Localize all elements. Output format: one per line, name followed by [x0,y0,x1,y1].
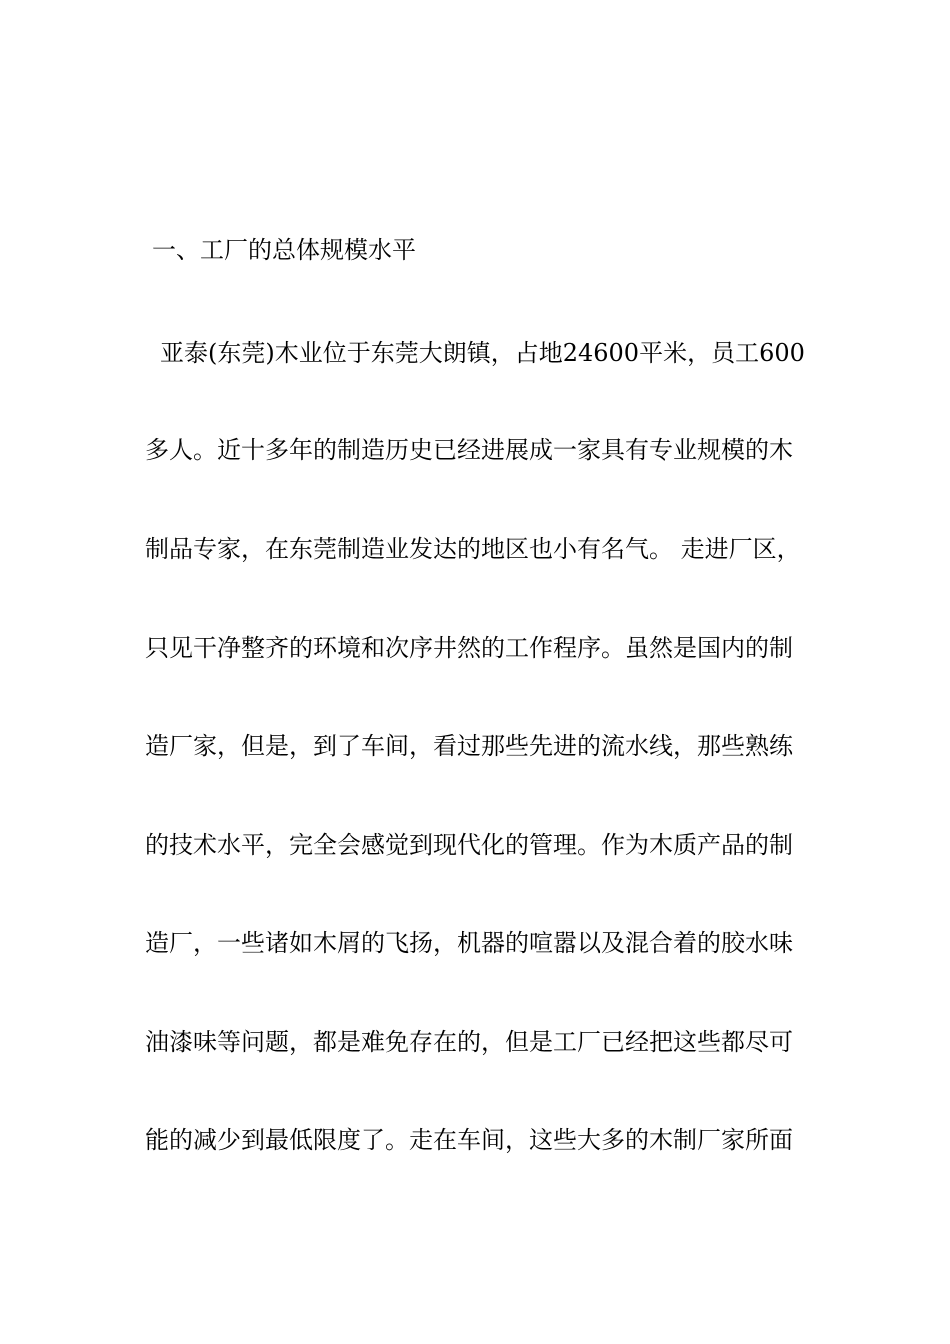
paragraph-line-2: 多人。近十多年的制造历史已经进展成一家具有专业规模的木 [145,436,793,464]
paragraph-line-1: 亚泰(东莞)木业位于东莞大朗镇，占地24600平米，员工600 [160,339,805,367]
paragraph-line-5: 造厂家，但是，到了车间，看过那些先进的流水线，那些熟练 [145,732,793,760]
paragraph-line-3: 制品专家，在东莞制造业发达的地区也小有名气。 走进厂区， [145,535,801,563]
paragraph-line-4: 只见干净整齐的环境和次序井然的工作程序。虽然是国内的制 [145,634,793,662]
paragraph-line-6: 的技术水平，完全会感觉到现代化的管理。作为木质产品的制 [145,831,793,859]
section-heading: 一、工厂的总体规模水平 [152,236,416,264]
paragraph-line-8: 油漆味等问题，都是难免存在的，但是工厂已经把这些都尽可 [145,1028,793,1056]
paragraph-line-9: 能的减少到最低限度了。走在车间，这些大多的木制厂家所面 [145,1126,793,1154]
paragraph-line-7: 造厂，一些诸如木屑的飞扬，机器的喧嚣以及混合着的胶水味 [145,929,793,957]
